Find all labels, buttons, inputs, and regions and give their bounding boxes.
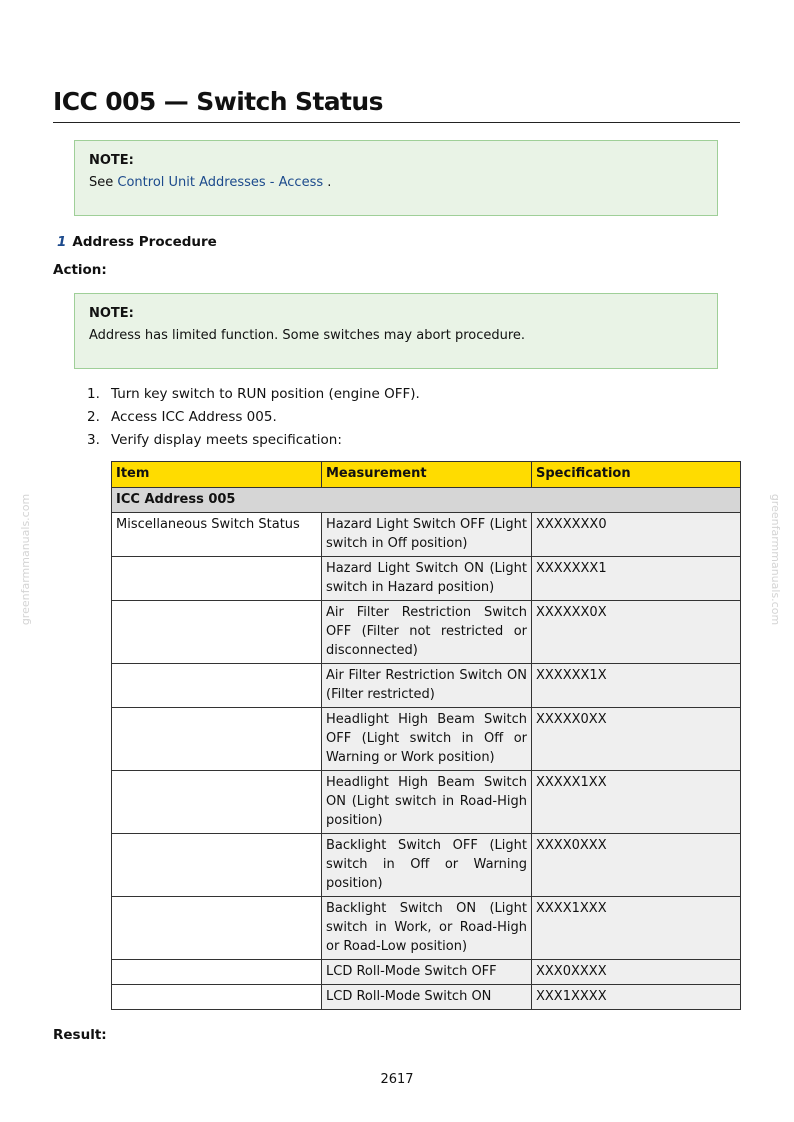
step-number: 3. bbox=[87, 432, 100, 448]
table-row bbox=[112, 960, 741, 985]
cell-item bbox=[112, 557, 322, 601]
cell-item bbox=[112, 960, 322, 985]
cell-item bbox=[112, 834, 322, 897]
cell-specification: XXX0XXXX bbox=[532, 960, 741, 985]
cell-specification: XXXXXX0X bbox=[532, 601, 741, 664]
note-text-suffix: . bbox=[323, 175, 332, 190]
step-text: Verify display meets specification: bbox=[111, 432, 342, 448]
header-measurement: Measurement bbox=[322, 462, 532, 488]
note-label: NOTE: bbox=[89, 153, 134, 168]
cell-measurement: Headlight High Beam Switch ON (Light switch in Road-High position) bbox=[322, 771, 532, 834]
step-number: 2. bbox=[87, 409, 100, 425]
step-item bbox=[87, 432, 420, 455]
note-box bbox=[74, 140, 718, 216]
step-item bbox=[87, 409, 420, 432]
watermark-right: greenfarmmanuals.com bbox=[769, 493, 783, 626]
cell-measurement: Hazard Light Switch OFF (Light switch in Off position) bbox=[322, 513, 532, 557]
control-unit-addresses-link[interactable]: Control Unit Addresses - Access bbox=[117, 175, 324, 190]
cell-measurement: LCD Roll-Mode Switch OFF bbox=[322, 960, 532, 985]
step-text: Turn key switch to RUN position (engine OFF). bbox=[111, 386, 420, 402]
watermark-left: greenfarmmanuals.com bbox=[19, 493, 33, 626]
cell-item bbox=[112, 708, 322, 771]
table-row bbox=[112, 834, 741, 897]
step-list bbox=[87, 386, 420, 455]
group-label: ICC Address 005 bbox=[112, 488, 741, 513]
cell-measurement: Backlight Switch ON (Light switch in Work, or Road-High or Road-Low position) bbox=[322, 897, 532, 960]
table-row bbox=[112, 513, 741, 557]
cell-measurement: Hazard Light Switch ON (Light switch in Hazard position) bbox=[322, 557, 532, 601]
procedure-title: Address Procedure bbox=[72, 234, 217, 250]
cell-measurement: Air Filter Restriction Switch ON (Filter restricted) bbox=[322, 664, 532, 708]
table-row bbox=[112, 708, 741, 771]
cell-specification: XXXXXXX0 bbox=[532, 513, 741, 557]
note-text: Address has limited function. Some switches may abort procedure. bbox=[89, 328, 526, 343]
table-header-row bbox=[112, 462, 741, 488]
action-label: Action: bbox=[53, 262, 107, 278]
cell-specification: XXXXX0XX bbox=[532, 708, 741, 771]
cell-measurement: Air Filter Restriction Switch OFF (Filter not restricted or disconnected) bbox=[322, 601, 532, 664]
cell-item bbox=[112, 664, 322, 708]
cell-specification: XXXXXXX1 bbox=[532, 557, 741, 601]
cell-item bbox=[112, 897, 322, 960]
procedure-heading bbox=[57, 234, 217, 250]
cell-measurement: Headlight High Beam Switch OFF (Light switch in Off or Warning or Work position) bbox=[322, 708, 532, 771]
table-group-row bbox=[112, 488, 741, 513]
cell-specification: XXXX1XXX bbox=[532, 897, 741, 960]
note-text-prefix: See bbox=[89, 175, 118, 190]
cell-specification: XXXXX1XX bbox=[532, 771, 741, 834]
header-item: Item bbox=[112, 462, 322, 488]
cell-measurement: LCD Roll-Mode Switch ON bbox=[322, 985, 532, 1010]
step-item bbox=[87, 386, 420, 409]
table-row bbox=[112, 897, 741, 960]
cell-item: Miscellaneous Switch Status bbox=[112, 513, 322, 557]
table-row bbox=[112, 985, 741, 1010]
cell-specification: XXXXXX1X bbox=[532, 664, 741, 708]
result-label: Result: bbox=[53, 1027, 107, 1043]
table-row bbox=[112, 771, 741, 834]
header-specification: Specification bbox=[532, 462, 741, 488]
note-label: NOTE: bbox=[89, 306, 134, 321]
table-row bbox=[112, 557, 741, 601]
page-number: 2617 bbox=[380, 1072, 414, 1087]
page-title: ICC 005 — Switch Status bbox=[53, 86, 740, 123]
procedure-number: 1 bbox=[57, 234, 67, 250]
cell-item bbox=[112, 985, 322, 1010]
cell-specification: XXX1XXXX bbox=[532, 985, 741, 1010]
table-row bbox=[112, 664, 741, 708]
note-box bbox=[74, 293, 718, 369]
cell-item bbox=[112, 601, 322, 664]
cell-specification: XXXX0XXX bbox=[532, 834, 741, 897]
table-row bbox=[112, 601, 741, 664]
cell-item bbox=[112, 771, 322, 834]
specification-table bbox=[111, 461, 741, 1010]
step-text: Access ICC Address 005. bbox=[111, 409, 277, 425]
cell-measurement: Backlight Switch OFF (Light switch in Off or Warning position) bbox=[322, 834, 532, 897]
step-number: 1. bbox=[87, 386, 100, 402]
